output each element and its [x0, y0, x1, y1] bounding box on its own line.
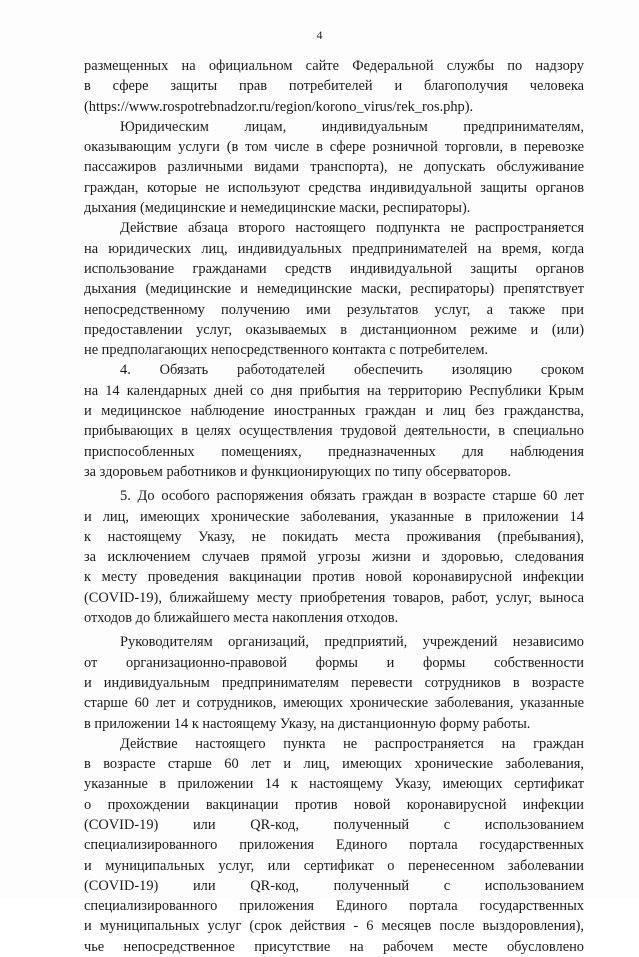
text-line: (https://www.rospotrebnadzor.ru/region/korono_virus/rek_ros.php). — [84, 98, 474, 115]
text-line: на юридических лиц, индивидуальных предпринимателей на время, когда — [84, 240, 584, 257]
text-line: в приложении 14 к настоящему Указу, на дистанционную форму работы. — [84, 715, 531, 732]
text-line: дыхания (медицинские и немедицинские маски, респираторы). — [84, 200, 471, 217]
text-line: и лиц, имеющих хронические заболевания, указанные в приложении 14 — [84, 508, 584, 525]
paragraph — [84, 56, 584, 117]
text-line: и индивидуальным предпринимателям перевести сотрудников в возрасте — [84, 674, 584, 691]
text-line: и медицинское наблюдение иностранных граждан и лиц без гражданства, — [84, 403, 584, 420]
paragraph — [84, 734, 584, 957]
paragraph — [84, 486, 584, 628]
text-line: и муниципальных услуг (срок действия - 6 месяцев после выздоровления), — [84, 918, 584, 935]
text-line: отходов до ближайшего места накопления отходов. — [84, 610, 399, 627]
text-line: Юридическим лицам, индивидуальным предпринимателям, — [120, 118, 584, 135]
paragraph — [84, 360, 584, 482]
text-line: оказывающим услуги (в том числе в сфере розничной торговли, в перевозке — [84, 139, 584, 156]
text-line: (COVID-19) или QR-код, полученный с использованием — [84, 877, 584, 894]
text-line: прибывающих в целях осуществления трудовой деятельности, в специально — [84, 423, 584, 440]
text-line: (COVID-19) или QR-код, полученный с использованием — [84, 816, 584, 833]
text-line: от организационно-правовой формы и формы собственности — [84, 654, 584, 671]
text-line: Руководителям организаций, предприятий, учреждений независимо — [120, 634, 584, 651]
text-line: старше 60 лет и сотрудников, имеющих хронические заболевания, указанные — [84, 695, 584, 712]
text-line: граждан, которые не используют средства индивидуальной защиты органов — [84, 179, 584, 196]
text-line: дыхания (медицинские и немедицинские маски, респираторы) препятствует — [84, 281, 584, 298]
text-line: не предполагающих непосредственного контакта с потребителем. — [84, 342, 489, 359]
text-line: за исключением случаев прямой угрозы жизни и здоровью, следования — [84, 549, 584, 566]
text-line: приспособленных помещениях, предназначенных для наблюдения — [84, 443, 584, 460]
text-line: чье непосредственное присутствие на рабочем месте обусловлено — [84, 938, 584, 955]
text-line: (COVID-19), ближайшему месту приобретения товаров, работ, услуг, выноса — [84, 589, 584, 606]
text-line: использование гражданами средств индивидуальной защиты органов — [84, 260, 584, 277]
paragraph — [84, 632, 584, 733]
page-number: 4 — [316, 28, 323, 42]
paragraph — [84, 218, 584, 360]
text-line: специализированного приложения Единого портала государственных — [84, 898, 584, 915]
text-line: о прохождении вакцинации против новой коронавирусной инфекции — [84, 796, 584, 813]
text-line: пассажиров различными видами транспорта), не допускать обслуживание — [84, 159, 584, 176]
text-line: предоставлении услуг, оказываемых в дистанционном режиме и (или) — [84, 321, 584, 338]
text-line: и муниципальных услуг, или сертификат о перенесенном заболевании — [84, 857, 584, 874]
text-line: непосредственному получению ими результатов услуг, а также при — [84, 301, 584, 318]
text-line: 4. Обязать работодателей обеспечить изоляцию сроком — [120, 362, 584, 379]
text-line: размещенных на официальном сайте Федеральной службы по надзору — [84, 58, 584, 74]
text-line: 5. До особого распоряжения обязать граждан в возрасте старше 60 лет — [120, 488, 584, 505]
document-body — [84, 56, 584, 957]
text-line: за здоровьем работников и функционирующих по типу обсерваторов. — [84, 463, 511, 480]
text-line: к месту проведения вакцинации против новой коронавирусной инфекции — [84, 569, 584, 586]
text-line: в сфере защиты прав потребителей и благополучия человека — [84, 78, 584, 95]
text-line: в возрасте старше 60 лет и лиц, имеющих хронические заболевания, — [84, 756, 584, 773]
text-line: к настоящему Указу, не покидать места проживания (пребывания), — [84, 528, 584, 545]
text-line: Действие абзаца второго настоящего подпункта не распространяется — [120, 220, 584, 237]
text-line: Действие настоящего пункта не распространяется на граждан — [120, 735, 584, 752]
paragraph — [84, 117, 584, 218]
text-line: специализированного приложения Единого портала государственных — [84, 837, 584, 854]
text-line: на 14 календарных дней со дня прибытия на территорию Республики Крым — [84, 382, 584, 399]
text-line: указанные в приложении 14 к настоящему Указу, имеющих сертификат — [84, 776, 584, 793]
